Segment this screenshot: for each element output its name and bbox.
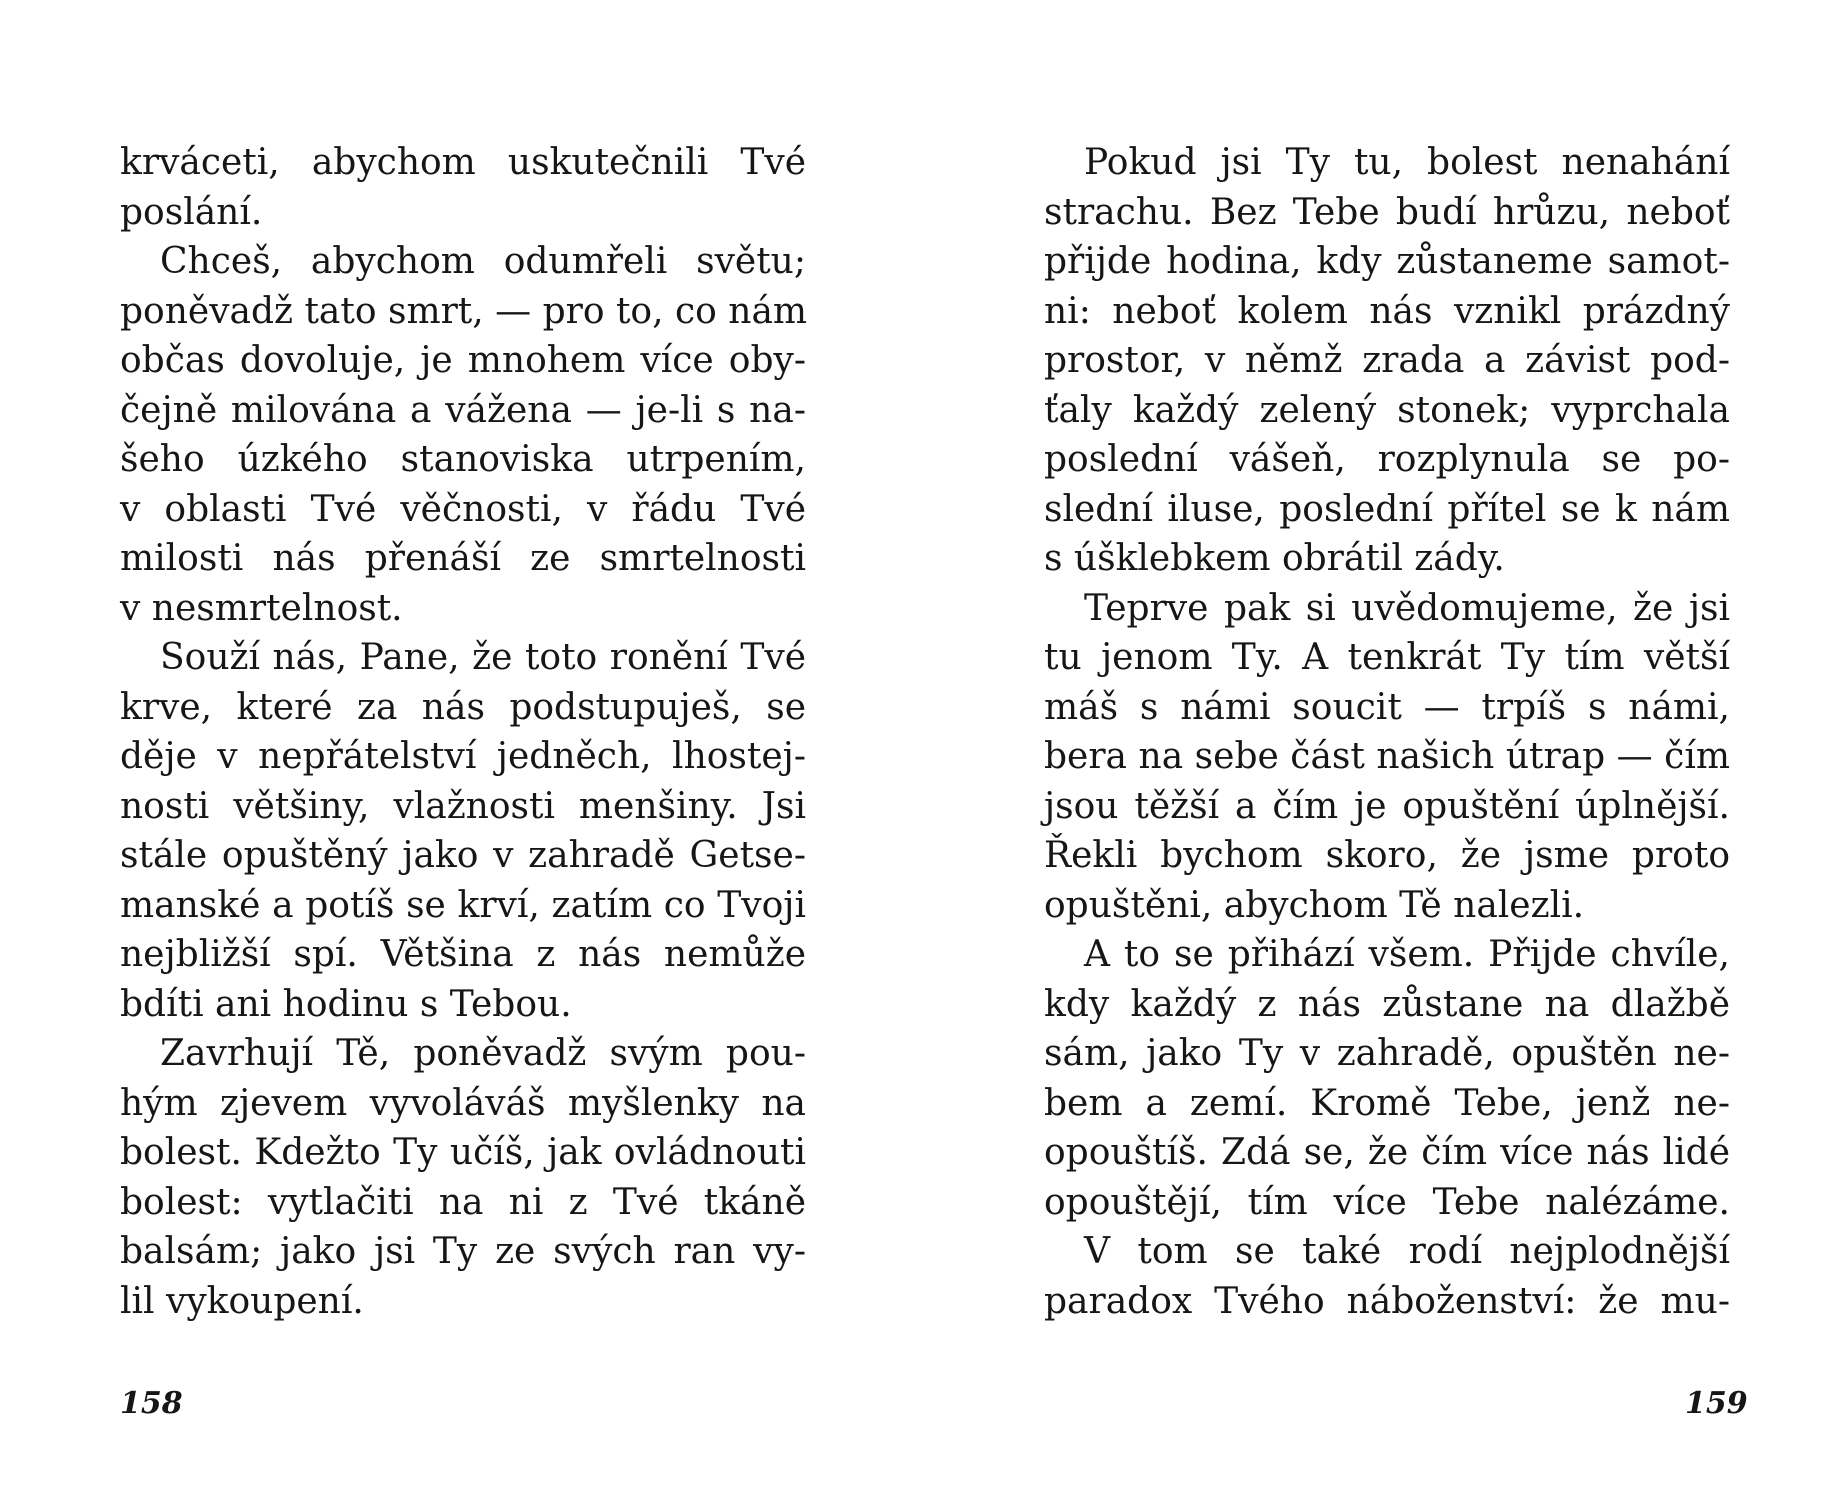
text-line: s úšklebkem obrátil zády. [1044,538,1505,579]
page-number: 159 [1685,1386,1748,1421]
text-line: nosti většiny, vlažnosti menšiny. Jsi [120,785,806,827]
text-line: občas dovoluje, je mnohem více oby- [120,340,806,381]
text-line: paradox Tvého náboženství: že mu- [1044,1280,1730,1322]
text-line: lil vykoupení. [120,1280,364,1322]
text-line: sám, jako Ty v zahradě, opuštěn ne- [1044,1033,1730,1074]
text-line: Zavrhují Tě, poněvadž svým pou- [160,1033,806,1074]
text-line: poněvadž tato smrt, — pro to, co nám [120,290,808,332]
text-line: ni: neboť kolem nás vznikl prázdný [1044,290,1730,332]
text-line: máš s námi soucit — trpíš s námi, [1044,686,1730,728]
text-line: nejbližší spí. Většina z nás nemůže [120,934,806,975]
text-line: Pokud jsi Ty tu, bolest nenahání [1084,142,1730,183]
right-page-text [1044,138,1730,1326]
text-line: v oblasti Tvé věčnosti, v řádu Tvé [120,488,806,530]
text-line: jsou těžší a čím je opuštění úplnější. [1044,785,1730,827]
text-line: krváceti, abychom uskutečnili Tvé [120,142,806,183]
text-line: prostor, v němž zrada a závist pod- [1044,340,1730,381]
text-line: bera na sebe část našich útrap — čím [1044,736,1730,777]
text-line: slední iluse, poslední přítel se k nám [1044,488,1730,530]
text-line: tu jenom Ty. A tenkrát Ty tím větší [1044,637,1730,678]
right-page [914,0,1828,1501]
text-line: Souží nás, Pane, že toto ronění Tvé [160,637,806,678]
text-line: milosti nás přenáší ze smrtelnosti [120,538,806,579]
text-line: hým zjevem vyvoláváš myšlenky na [120,1082,806,1124]
text-line: přijde hodina, kdy zůstaneme samot- [1044,241,1730,282]
text-line: krve, které za nás podstupuješ, se [120,686,806,728]
text-line: bolest: vytlačiti na ni z Tvé tkáně [120,1181,806,1223]
text-line: Chceš, abychom odumřeli světu; [160,241,806,282]
text-line: bdíti ani hodinu s Tebou. [120,983,572,1025]
text-line: manské a potíš se krví, zatím co Tvoji [120,884,806,926]
text-line: kdy každý z nás zůstane na dlažbě [1044,983,1730,1025]
text-line: opouštíš. Zdá se, že čím více nás lidé [1044,1132,1730,1173]
text-line: Teprve pak si uvědomujeme, že jsi [1084,587,1730,629]
text-line: čejně milována a vážena — je-li s na- [120,389,806,431]
text-line: V tom se také rodí nejplodnější [1084,1231,1730,1272]
text-line: strachu. Bez Tebe budí hrůzu, neboť [1044,191,1730,233]
text-line: A to se přihází všem. Přijde chvíle, [1084,934,1730,975]
text-line: bolest. Kdežto Ty učíš, jak ovládnouti [120,1132,806,1173]
text-line: bem a zemí. Kromě Tebe, jenž ne- [1044,1082,1730,1124]
text-line: ťaly každý zelený stonek; vyprchala [1044,389,1730,431]
text-line: opuštěni, abychom Tě nalezli. [1044,884,1585,926]
text-line: děje v nepřátelství jedněch, lhostej- [120,736,806,777]
text-line: poslání. [120,191,263,233]
text-line: v nesmrtelnost. [120,587,403,629]
page-number: 158 [120,1386,183,1421]
text-line: stále opuštěný jako v zahradě Getse- [120,835,806,876]
text-line: šeho úzkého stanoviska utrpením, [120,439,806,480]
text-line: Řekli bychom skoro, že jsme proto [1044,835,1730,876]
text-line: opouštějí, tím více Tebe nalézáme. [1044,1181,1730,1223]
text-line: balsám; jako jsi Ty ze svých ran vy- [120,1231,806,1272]
text-line: poslední vášeň, rozplynula se po- [1044,439,1730,480]
left-page-text [120,138,806,1326]
